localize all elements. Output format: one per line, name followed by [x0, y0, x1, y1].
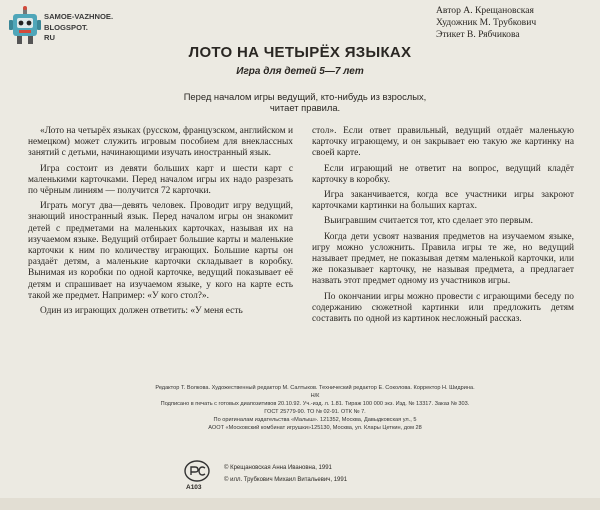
paragraph: «Лото на четырёх языках (русском, французском, английском и немецком) может служить игровым пособием для внеклассных занятий с детьми, начинающими изучать иностранный язык.	[28, 126, 293, 159]
imprint-line: Н/К	[310, 393, 320, 399]
copyright-line: © илл. Трубкович Михаил Витальевич, 1991	[224, 477, 348, 483]
left-column	[28, 126, 293, 321]
page-bottom-edge	[0, 498, 600, 510]
imprint-line: Редактор Т. Волкова. Художественный редактор М. Салтыков. Технический редактор Е. Соколова. Корректор Н. Шидрина.	[155, 385, 475, 391]
paragraph: Игра состоит из девяти больших карт и шести карт с маленькими карточками. Перед началом игры их надо разрезать по чёрным линиям — получится 72 карточки.	[28, 163, 293, 197]
right-column	[312, 126, 574, 329]
product-code: А103	[186, 484, 202, 491]
paragraph: стол». Если ответ правильный, ведущий отдаёт маленькую карточку играющему, и он закрывает ею такую же картинку на своей карте.	[312, 126, 574, 159]
paragraph: Если играющий не ответит на вопрос, ведущий кладёт карточку в коробку.	[312, 163, 574, 185]
paragraph: Игра заканчивается, когда все участники игры закроют карточками картинки на больших картах.	[312, 190, 574, 212]
rst-certification-icon	[184, 460, 210, 482]
credits	[436, 5, 586, 41]
paragraph: По окончании игры можно провести с играющими беседу по содержанию сюжетной картинки или предложить детям составить по одной из картинок несложный рассказ.	[312, 291, 574, 325]
intro-text: Перед началом игры ведущий, кто-нибудь из взрослых, читает правила.	[183, 91, 427, 113]
credit-label: Этикет В. Рябчикова	[436, 29, 520, 40]
copyright	[224, 462, 347, 486]
paragraph: Играть могут два—девять человек. Проводит игру ведущий, знающий иностранный язык. Перед началом игры он знакомит детей с предметами на маленьких карточках, называя их на изучаемом языке. Ведущий отбирает большие карты и маленькие карточки к ним по количеству играющих. Большие карты он раздаёт детям, а маленькие карточки складывает в коробку. Вынимая из коробки по одной карточке, ведущий показывает её детям и спрашивает на изучаемом языке, у кого на карте есть такой же предмет. Например: «У кого стол?».	[28, 201, 293, 301]
logo-line-1: SAMOE-VAZHNOE.	[44, 12, 114, 21]
credit-artist: Художник М. Трубкович	[436, 17, 537, 28]
imprint-line: АООТ «Московский комбинат игрушки»125130, Москва, ул. Клары Цеткин, дом 28	[208, 425, 422, 431]
paragraph: Один из играющих должен ответить: «У меня есть	[40, 306, 243, 317]
imprint-line: По оригиналам издательства «Малыш». 121352, Москва, Давыдковская ул., 5	[213, 417, 417, 423]
paragraph: Выигравшим считается тот, кто сделает это первым.	[324, 216, 533, 227]
imprint	[80, 384, 550, 432]
page-title: ЛОТО НА ЧЕТЫРЁХ ЯЗЫКАХ	[188, 44, 412, 61]
imprint-line: Подписано в печать с готовых диапозитивов 20.10.92. Уч.-изд. л. 1.81. Тираж 100 000 экз. Изд. № 13317. Заказ № 303.	[160, 401, 470, 407]
logo-line-3: RU	[44, 33, 55, 42]
robot-icon	[8, 6, 42, 46]
credit-author: Автор А. Крещановская	[436, 5, 534, 16]
imprint-line: ГОСТ 25779-90. ТО № 02-91. ОТК № 7.	[264, 409, 366, 415]
paragraph: Когда дети усвоят названия предметов на изучаемом языке, игру можно усложнить. Правила игры те же, но ведущий называет предмет, не показывая детям маленькой карточки, или же показывает карточку, не называя предмета, а предлагает назвать этот предмет одному из участников игры.	[312, 231, 574, 287]
copyright-line: © Крещановская Анна Ивановна, 1991	[224, 465, 332, 471]
logo-line-2: BLOGSPOT.	[44, 22, 88, 32]
page-subtitle: Игра для детей 5—7 лет	[236, 66, 364, 77]
